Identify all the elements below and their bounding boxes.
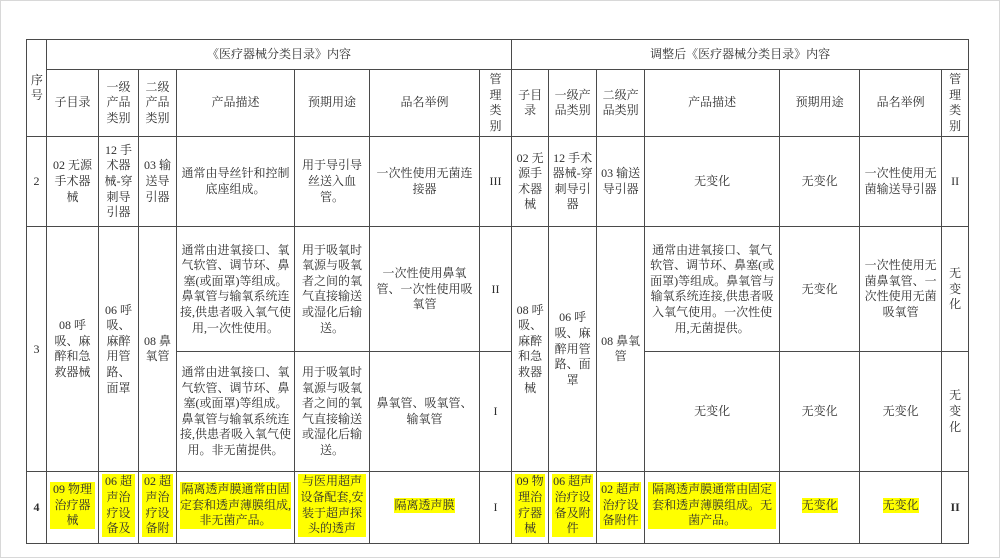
cell-r2-left-management: III — [480, 137, 512, 227]
cell-r3a-left-intended-use: 用于吸氧时氧源与吸氧者之间的氧气直接输送或湿化后输送。 — [295, 227, 370, 352]
highlighted-text: 隔离透声膜通常由固定套和透声薄膜组成。无菌产品。 — [648, 482, 776, 529]
cell-r4-right-examples — [860, 472, 942, 544]
seq-number: 4 — [33, 500, 40, 515]
cell-r2-right-intended-use: 无变化 — [780, 137, 860, 227]
col-header-left-subcatalog: 子目录 — [47, 70, 99, 137]
management-value: 无变化 — [949, 265, 962, 312]
highlighted-text: 与医用超声设备配套,安装于超声探头的透声 — [298, 474, 366, 536]
cell-r4-right-description — [645, 472, 780, 544]
cell-r3b-left-description: 通常由进氧接口、氧气软管、调节环、鼻塞(或面罩)等组成。鼻氧管与输氧系统连接,供患者吸入氧气使用。非无菌提供。 — [177, 352, 295, 472]
cell-r2-left-level1: 12 手术器械-穿刺导引器 — [99, 137, 139, 227]
col-header-right-level2: 二级产品类别 — [597, 70, 645, 137]
cell-r4-right-management — [942, 472, 969, 544]
management-label: 管理类别 — [489, 72, 502, 133]
cell-r4-left-level2 — [139, 472, 177, 544]
cell-r3-left-level1: 06 呼吸、麻醉用管路、面罩 — [99, 227, 139, 472]
cell-r2-left-description: 通常由导丝针和控制底座组成。 — [177, 137, 295, 227]
highlighted-text: 无变化 — [882, 497, 919, 512]
management-value: 无变化 — [949, 388, 962, 434]
cell-r3a-left-description: 通常由进氧接口、氧气软管、调节环、鼻塞(或面罩)等组成。鼻氧管与输氧系统连接,供患者吸入氧气使用,一次性使用。 — [177, 227, 295, 352]
highlighted-text: 09 物理治疗器械 — [50, 482, 95, 529]
cell-r4-right-level2 — [597, 472, 645, 544]
highlighted-text: 06 超声治疗设备及 — [102, 474, 135, 536]
management-label: 管理类别 — [949, 72, 962, 133]
cell-r3-right-level1: 06 呼吸、麻醉用管路、面罩 — [549, 227, 597, 472]
highlighted-text: 隔离透声膜通常由固定套和透声薄膜组成,非无菌产品。 — [180, 482, 291, 528]
cell-r3-left-subcatalog: 08 呼吸、麻醉和急救器械 — [47, 227, 99, 472]
cell-r3b-right-intended-use: 无变化 — [780, 352, 860, 472]
cell-r4-right-subcatalog — [512, 472, 549, 544]
cell-r4-left-intended-use — [295, 472, 370, 544]
cell-r2-left-examples: 一次性使用无菌连接器 — [370, 137, 480, 227]
highlighted-text: 无变化 — [801, 497, 838, 512]
col-header-left-description: 产品描述 — [177, 70, 295, 137]
management-value: II — [950, 500, 960, 515]
table-row — [27, 137, 969, 227]
cell-r3b-right-management — [942, 352, 969, 472]
cell-r4-right-level1 — [549, 472, 597, 544]
table-row-highlighted — [27, 472, 969, 544]
highlighted-text: 09 物理治疗器械 — [516, 474, 544, 536]
cell-r2-right-examples: 一次性使用无菌输送导引器 — [860, 137, 942, 227]
col-header-right-management — [942, 70, 969, 137]
col-header-left-management — [480, 70, 512, 137]
cell-r2-right-level2: 03 输送导引器 — [597, 137, 645, 227]
cell-r2-right-management: II — [942, 137, 969, 227]
col-header-right-examples: 品名举例 — [860, 70, 942, 137]
cell-r3a-right-intended-use: 无变化 — [780, 227, 860, 352]
cell-r4-left-management: I — [480, 472, 512, 544]
header-title-row — [27, 40, 969, 70]
cell-r3a-left-examples: 一次性使用鼻氧管、一次性使用吸氧管 — [370, 227, 480, 352]
cell-r4-left-description — [177, 472, 295, 544]
cell-r3-right-level2: 08 鼻氧管 — [597, 227, 645, 472]
highlighted-text: 02 超声治疗设备附 — [143, 474, 171, 536]
col-header-right-level1: 一级产品类别 — [549, 70, 597, 137]
cell-r3a-right-examples: 一次性使用无菌鼻氧管、一次性使用无菌吸氧管 — [860, 227, 942, 352]
cell-r3a-right-management — [942, 227, 969, 352]
col-header-seq — [27, 40, 47, 137]
cell-r4-left-level1 — [99, 472, 139, 544]
cell-r2-left-level2: 03 输送导引器 — [139, 137, 177, 227]
cell-r2-left-subcatalog: 02 无源手术器械 — [47, 137, 99, 227]
cell-r2-right-level1: 12 手术器械-穿刺导引器 — [549, 137, 597, 227]
cell-r3b-right-description: 无变化 — [645, 352, 780, 472]
section-title-right: 调整后《医疗器械分类目录》内容 — [512, 40, 969, 70]
cell-r3b-left-intended-use: 用于吸氧时氧源与吸氧者之间的氧气直接输送或湿化后输送。 — [295, 352, 370, 472]
cell-r4-left-examples — [370, 472, 480, 544]
cell-r3a-left-management: II — [480, 227, 512, 352]
cell-r3-left-level2: 08 鼻氧管 — [139, 227, 177, 472]
col-header-right-intended-use: 预期用途 — [780, 70, 860, 137]
header-columns-row — [27, 70, 969, 137]
section-title-left: 《医疗器械分类目录》内容 — [47, 40, 512, 70]
col-header-right-description: 产品描述 — [645, 70, 780, 137]
cell-r4-seq — [27, 472, 47, 544]
highlighted-text: 06 超声治疗设备及附件 — [553, 474, 593, 536]
col-header-left-level1: 一级产品类别 — [99, 70, 139, 137]
cell-r3-right-subcatalog: 08 呼吸、麻醉和急救器械 — [512, 227, 549, 472]
cell-r3b-right-examples: 无变化 — [860, 352, 942, 472]
highlighted-text: 02 超声治疗设备附件 — [601, 482, 641, 528]
cell-r4-right-intended-use — [780, 472, 860, 544]
cell-r3a-right-description: 通常由进氧接口、氧气软管、调节环、鼻塞(或面罩)等组成。鼻氧管与输氧系统连接,供患者吸入氧气使用。一次性使用,无菌提供。 — [645, 227, 780, 352]
cell-r2-right-description: 无变化 — [645, 137, 780, 227]
classification-table — [26, 39, 969, 544]
seq-label: 序号 — [30, 72, 43, 103]
cell-r4-left-subcatalog — [47, 472, 99, 544]
col-header-left-intended-use: 预期用途 — [295, 70, 370, 137]
highlighted-text: 隔离透声膜 — [394, 497, 455, 512]
col-header-right-subcatalog: 子目录 — [512, 70, 549, 137]
cell-r2-right-subcatalog: 02 无源手术器械 — [512, 137, 549, 227]
col-header-left-level2: 二级产品类别 — [139, 70, 177, 137]
cell-r3-seq: 3 — [27, 227, 47, 472]
cell-r3b-left-examples: 鼻氧管、吸氧管、输氧管 — [370, 352, 480, 472]
cell-r2-seq: 2 — [27, 137, 47, 227]
cell-r3b-left-management: I — [480, 352, 512, 472]
col-header-left-examples: 品名举例 — [370, 70, 480, 137]
table-row — [27, 227, 969, 352]
cell-r2-left-intended-use: 用于导引导丝送入血管。 — [295, 137, 370, 227]
